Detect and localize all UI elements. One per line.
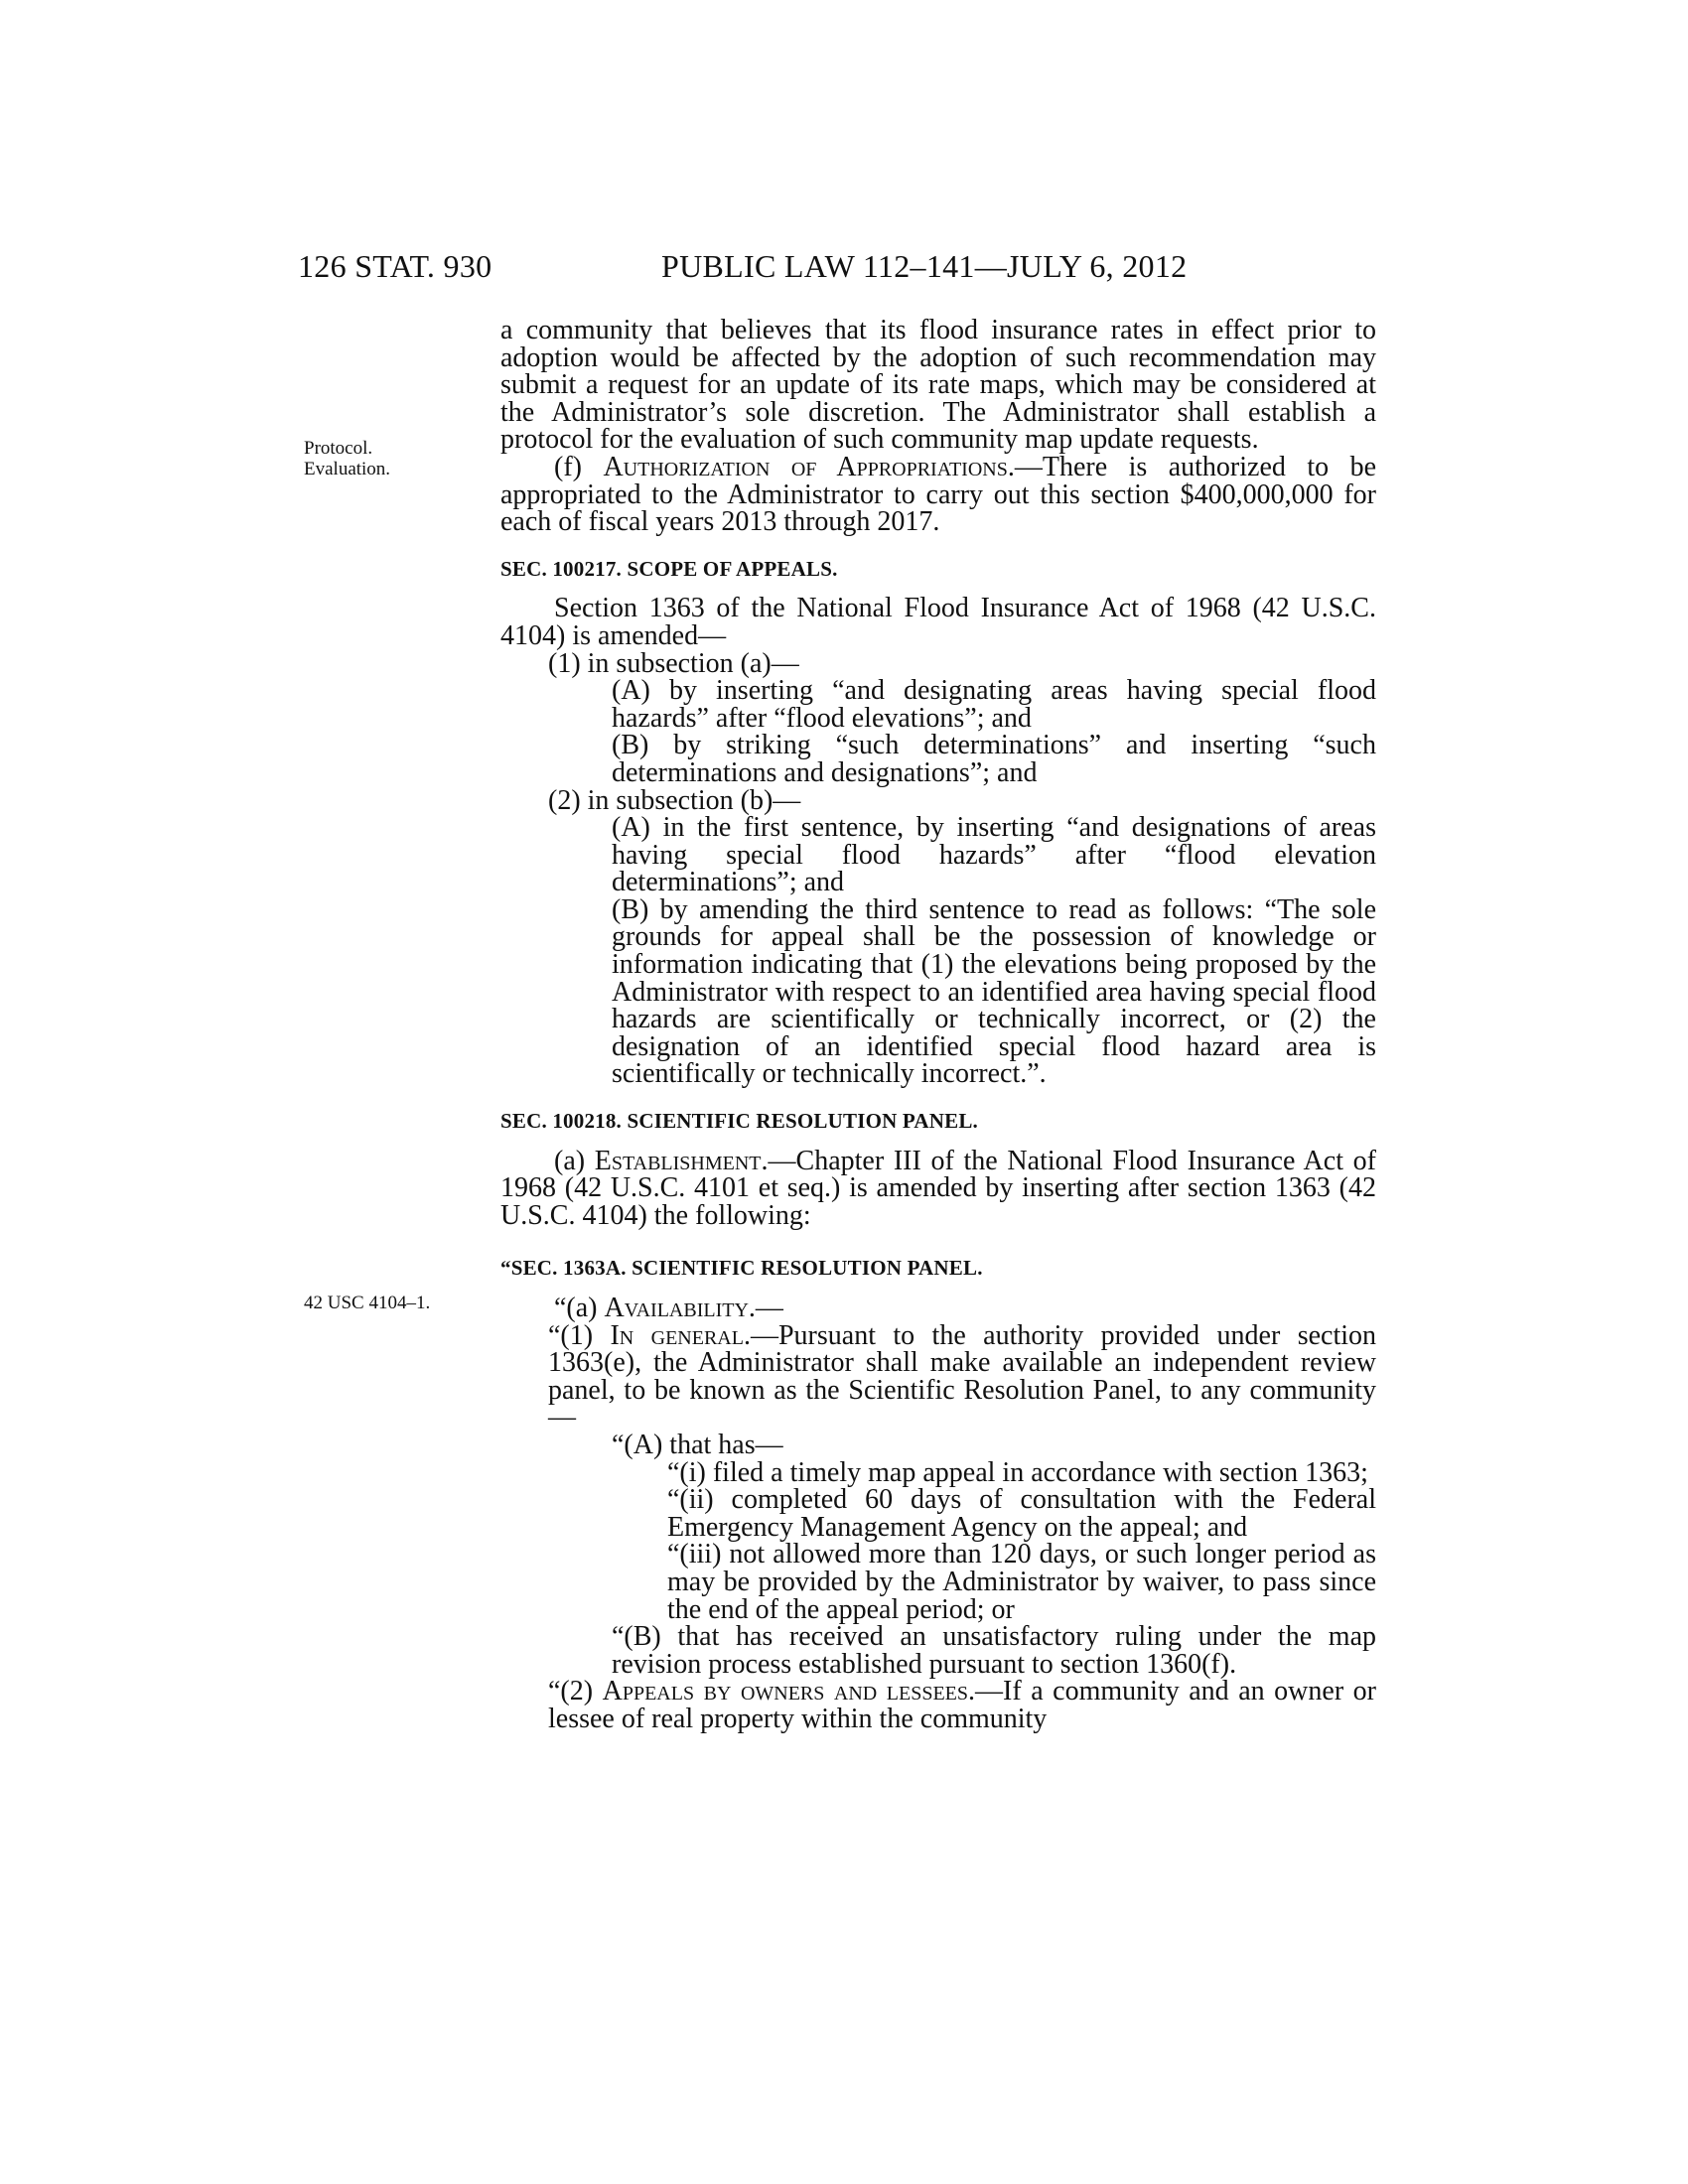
section-100218-title: SEC. 100218. SCIENTIFIC RESOLUTION PANEL.: [500, 1109, 978, 1134]
availability-subparagraph-a: “(A) that has—: [612, 1429, 783, 1460]
subsection-a-heading: Establishment: [594, 1145, 762, 1176]
stat-page-number: 126 STAT. 930: [298, 248, 492, 284]
availability-subparagraph-b: “(B) that has received an unsatisfactory ruling under the map revision process established pursuant to section 1360(f).: [612, 1621, 1376, 1680]
section-100217-intro: Section 1363 of the National Flood Insurance Act of 1968 (42 U.S.C. 4104) is amended—: [500, 593, 1376, 651]
section-100217-title: SEC. 100217. SCOPE OF APPEALS.: [500, 556, 838, 581]
body-column: [500, 317, 1376, 1733]
subparagraph-1b: (B) by striking “such determinations” and inserting “such determinations and designations”; and: [612, 730, 1376, 788]
subparagraph-2a: (A) in the first sentence, by inserting “and designations of areas having special flood hazards” after “flood elevation determinations”; and: [612, 812, 1376, 898]
paragraph-community-request: a community that believes that its flood insurance rates in effect prior to adoption would be affected by the adoption of such recommendation may submit a request for an update of its rate maps, which may be considered at the Administrator’s sole discretion. The Administrator shall establish a protocol for the evaluation of such community map update requests.: [500, 315, 1376, 456]
subparagraph-2b: (B) by amending the third sentence to read as follows: “The sole grounds for appeal shall be the possession of knowledge or information indicating that (1) the elevations being proposed by the Administrator with respect to an identified area having special flood hazards are scientifically or technically incorrect, or (2) the designation of an identified special flood hazard area is scientifically or technically incorrect.”.: [612, 893, 1376, 1090]
availability-heading: “(a) Availability.—: [554, 1293, 783, 1323]
subsection-f-heading: Authorization of Appropriations: [603, 451, 1008, 482]
section-1363a-title: “SEC. 1363A. SCIENTIFIC RESOLUTION PANEL.: [500, 1256, 983, 1281]
subsection-a-establishment: [500, 1145, 1376, 1231]
margin-note-evaluation: Evaluation.: [304, 459, 391, 479]
subsection-a-text: .—Chapter III of the National Flood Insurance Act of 1968 (42 U.S.C. 4101 et seq.) is amended by inserting after section 1363 (42 U.S.C. 4104) the following:: [500, 1145, 1376, 1231]
subparagraph-1a: (A) by inserting “and designating areas having special flood hazards” after “flood elevations”; and: [612, 675, 1376, 734]
margin-note-protocol: Protocol.: [304, 438, 373, 459]
availability-clause-i: “(i) filed a timely map appeal in accordance with section 1363;: [667, 1456, 1368, 1488]
margin-note-usc-citation: 42 USC 4104–1.: [304, 1293, 431, 1313]
availability-paragraph-1: “(1) In general.—Pursuant to the authority provided under section 1363(e), the Administrator shall make available an independent review panel, to be known as the Scientific Resolution Panel, to any community—: [548, 1319, 1377, 1433]
availability-clause-ii: “(ii) completed 60 days of consultation with the Federal Emergency Management Agency on the appeal; and: [667, 1484, 1376, 1543]
appeals-by-owners-paragraph-2: “(2) Appeals by owners and lessees.—If a community and an owner or lessee of real property within the community: [548, 1676, 1377, 1734]
paragraph-1: (1) in subsection (a)—: [548, 647, 799, 679]
availability-clause-iii: “(iii) not allowed more than 120 days, or such longer period as may be provided by the Administrator by waiver, to pass since the end of the appeal period; or: [667, 1539, 1376, 1625]
running-header-title: PUBLIC LAW 112–141—JULY 6, 2012: [661, 248, 1188, 284]
paragraph-2: (2) in subsection (b)—: [548, 784, 801, 816]
subsection-f-number: (f): [554, 451, 604, 482]
subsection-f: [500, 451, 1376, 538]
subsection-f-text: .—There is authorized to be appropriated to the Administrator to carry out this section $400,000,000 for each of fiscal years 2013 through 2017.: [500, 451, 1376, 538]
subsection-a-number: (a): [554, 1145, 595, 1176]
